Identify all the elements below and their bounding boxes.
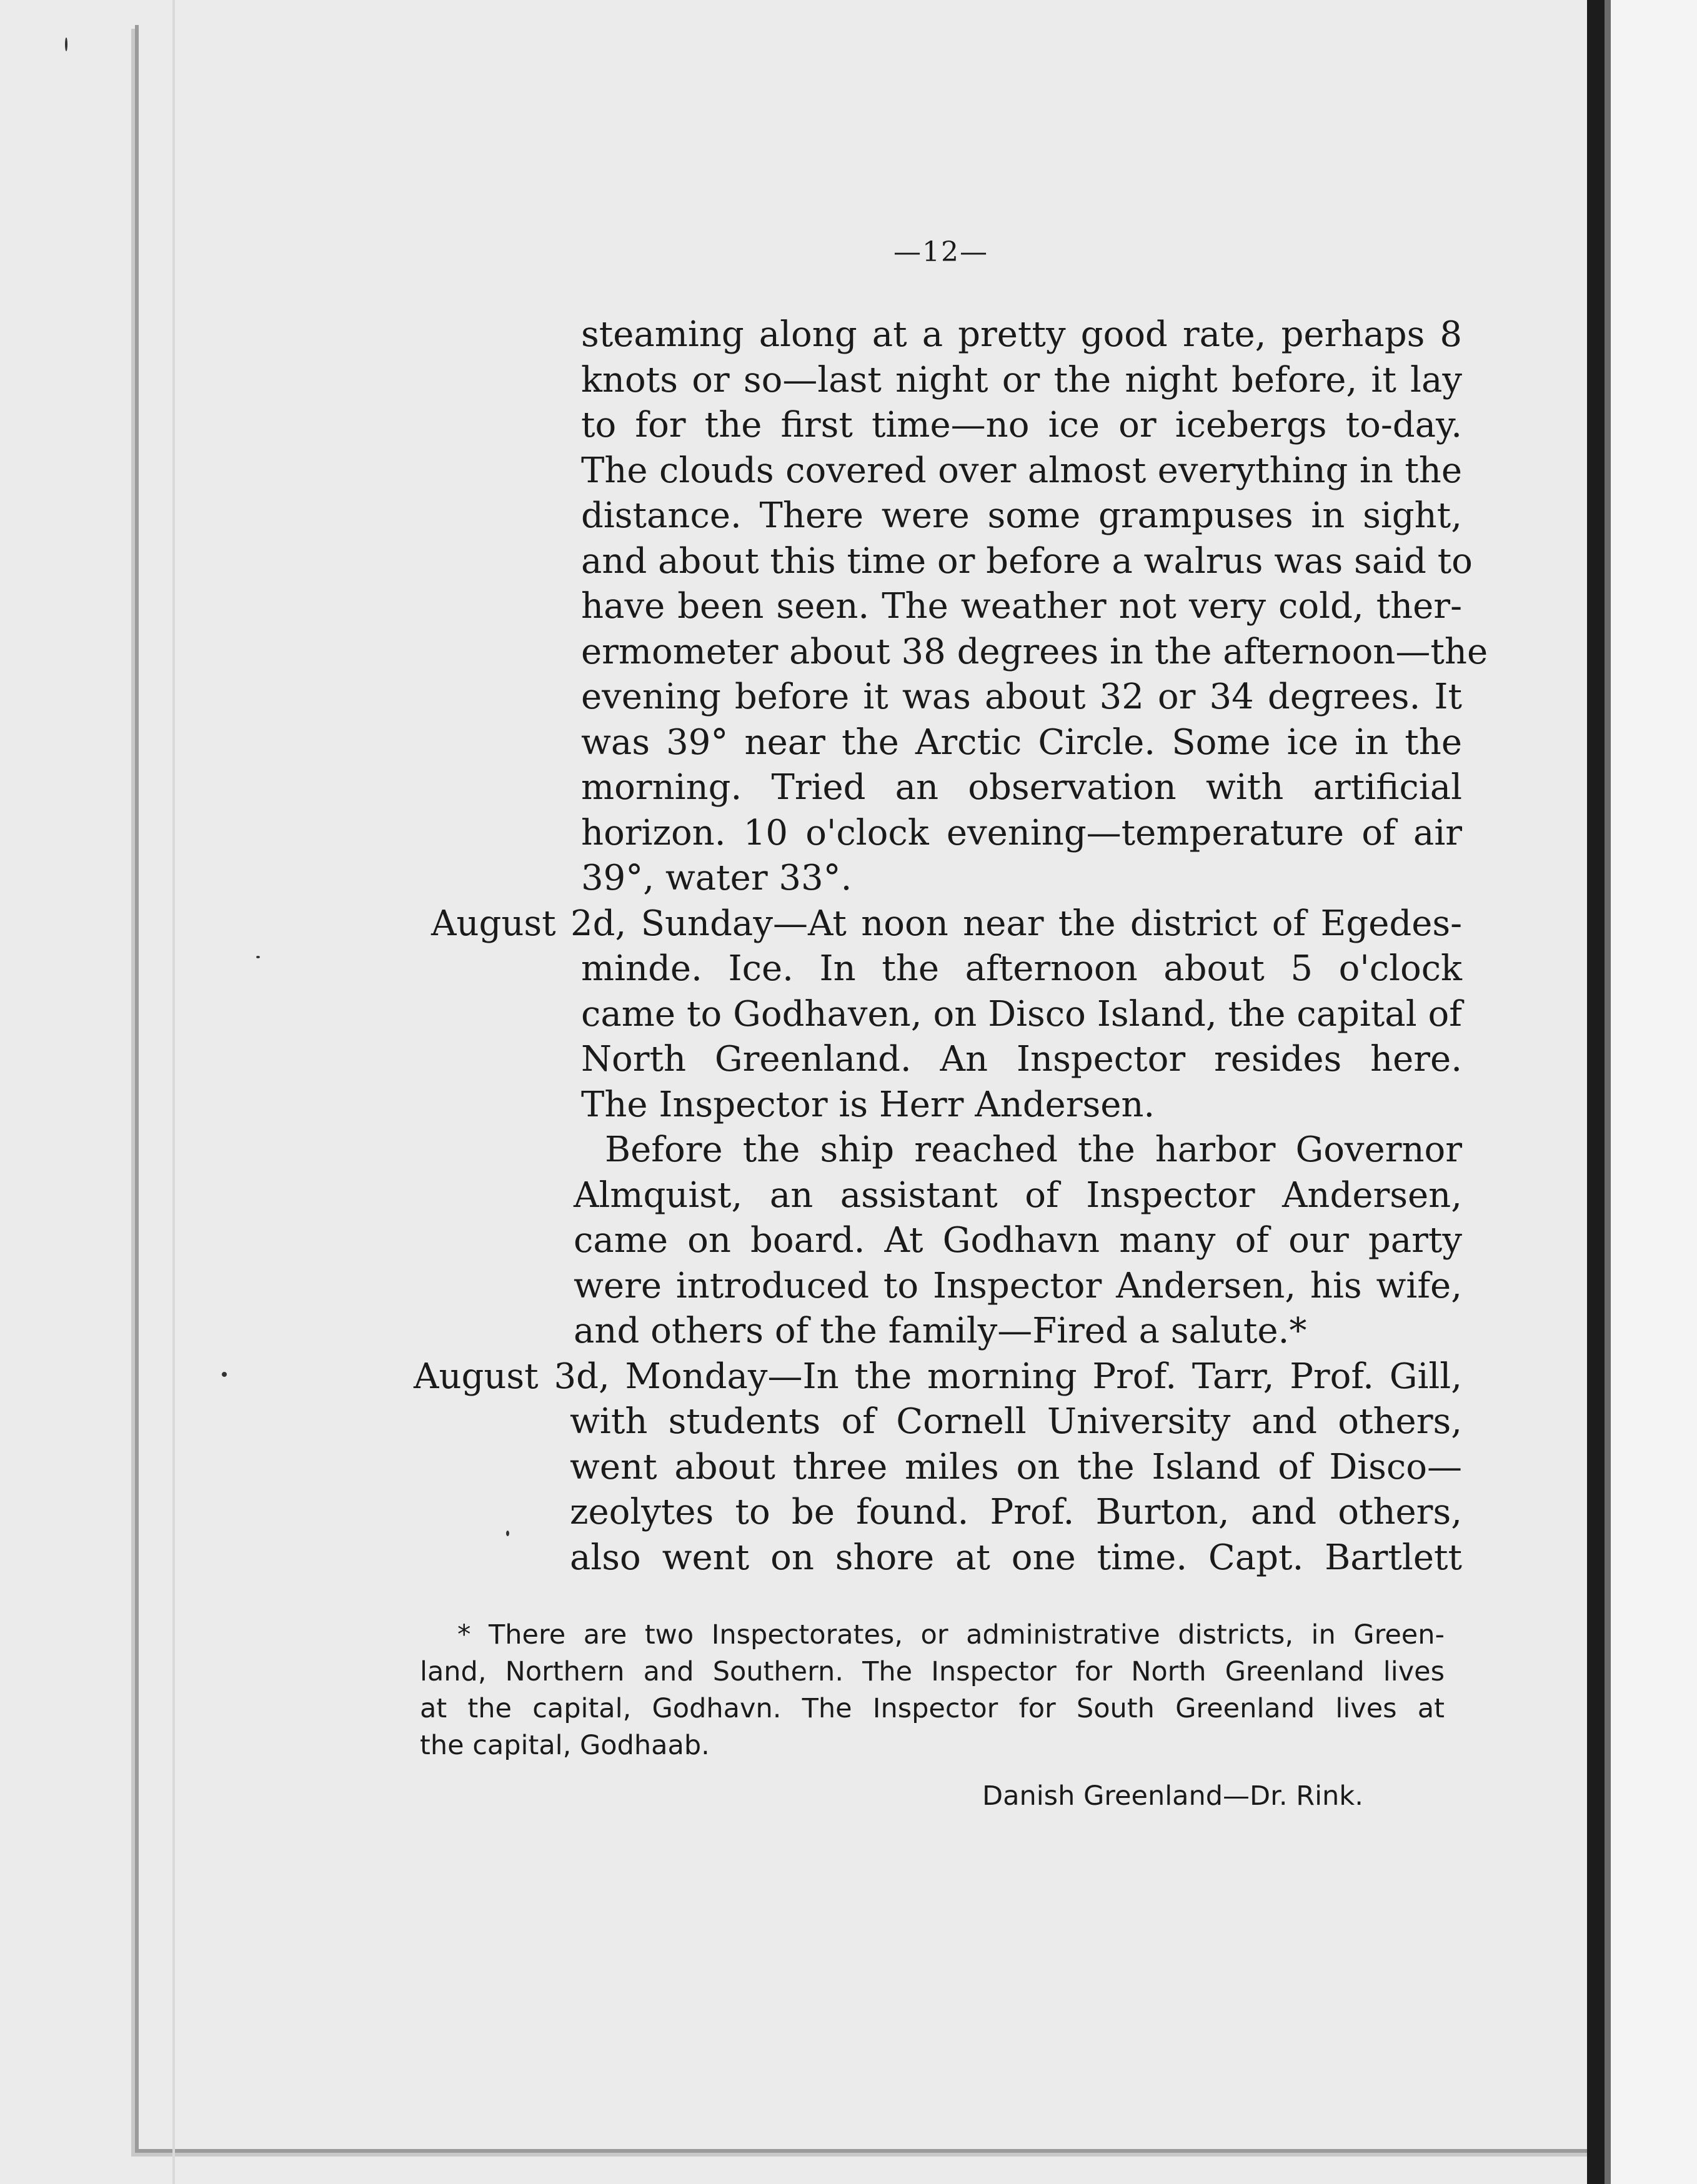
binding-edge-inner [1605, 0, 1611, 2184]
scan-speck [65, 37, 67, 51]
text-line: have been seen. The weather not very cold, ther- [581, 586, 1462, 627]
text-line: and about this time or before a walrus was said to [581, 540, 1473, 582]
text-line: morning. Tried an observation with artificial [581, 767, 1462, 808]
text-line: ermometer about 38 degrees in the afternoon—the [581, 631, 1488, 672]
footnote-line: * There are two Inspectorates, or administrative districts, in Green- [457, 1619, 1445, 1650]
text-line: knots or so—last night or the night before, it lay [581, 359, 1462, 400]
text-line: The clouds covered over almost everything in the [581, 450, 1462, 491]
scan-speck [256, 956, 260, 958]
text-line: North Greenland. An Inspector resides here. [581, 1039, 1462, 1080]
text-line: with students of Cornell University and others, [570, 1401, 1462, 1442]
text-line: zeolytes to be found. Prof. Burton, and others, [570, 1492, 1462, 1532]
facing-page-strip [1611, 0, 1697, 2184]
text-line: 39°, water 33°. [581, 858, 852, 898]
text-line: The Inspector is Herr Andersen. [581, 1084, 1155, 1125]
text-line: minde. Ice. In the afternoon about 5 o'clock [581, 948, 1462, 989]
scan-speck [222, 1372, 227, 1377]
text-line: horizon. 10 o'clock evening—temperature of air [581, 812, 1462, 853]
text-line: Almquist, an assistant of Inspector Andersen, [574, 1174, 1462, 1216]
text-line: came to Godhaven, on Disco Island, the capital of [581, 993, 1462, 1035]
footnote-line: land, Northern and Southern. The Inspector for North Greenland lives [420, 1656, 1445, 1687]
text-line: was 39° near the Arctic Circle. Some ice in the [581, 722, 1462, 763]
scan-speck [506, 1531, 509, 1536]
text-line: also went on shore at one time. Capt. Bartlett [570, 1537, 1462, 1578]
text-line: came on board. At Godhavn many of our party [574, 1220, 1462, 1261]
paragraph-governor [574, 1128, 1462, 1354]
text-line: to for the first time—no ice or icebergs to-day. [581, 405, 1462, 445]
text-line: went about three miles on the Island of Disco— [570, 1446, 1462, 1487]
text-line: distance. There were some grampuses in sight, [581, 495, 1462, 536]
footnote-line: the capital, Godhaab. [420, 1730, 710, 1761]
diary-entry-heading-line: August 3d, Monday—In the morning Prof. Tarr, Prof. Gill, [414, 1356, 1462, 1397]
scan-shadow-line [172, 0, 175, 2184]
footnote-line: at the capital, Godhavn. The Inspector for South Greenland lives at [420, 1693, 1445, 1724]
text-line: and others of the family—Fired a salute.* [574, 1311, 1307, 1351]
text-line: evening before it was about 32 or 34 degrees. It [581, 677, 1462, 717]
binding-edge [1587, 0, 1606, 2184]
paragraph-august-3 [414, 1354, 1462, 1581]
page-number: —12— [893, 236, 988, 268]
footnote [420, 1617, 1445, 1764]
body-text [414, 312, 1488, 1581]
footnote-citation: Danish Greenland—Dr. Rink. [982, 1780, 1363, 1812]
diary-entry-heading-line: August 2d, Sunday—At noon near the district of Egedes- [431, 903, 1462, 944]
text-line: steaming along at a pretty good rate, perhaps 8 [581, 314, 1462, 355]
text-line: Before the ship reached the harbor Governor [605, 1129, 1462, 1170]
text-line: were introduced to Inspector Andersen, his wife, [574, 1265, 1462, 1306]
